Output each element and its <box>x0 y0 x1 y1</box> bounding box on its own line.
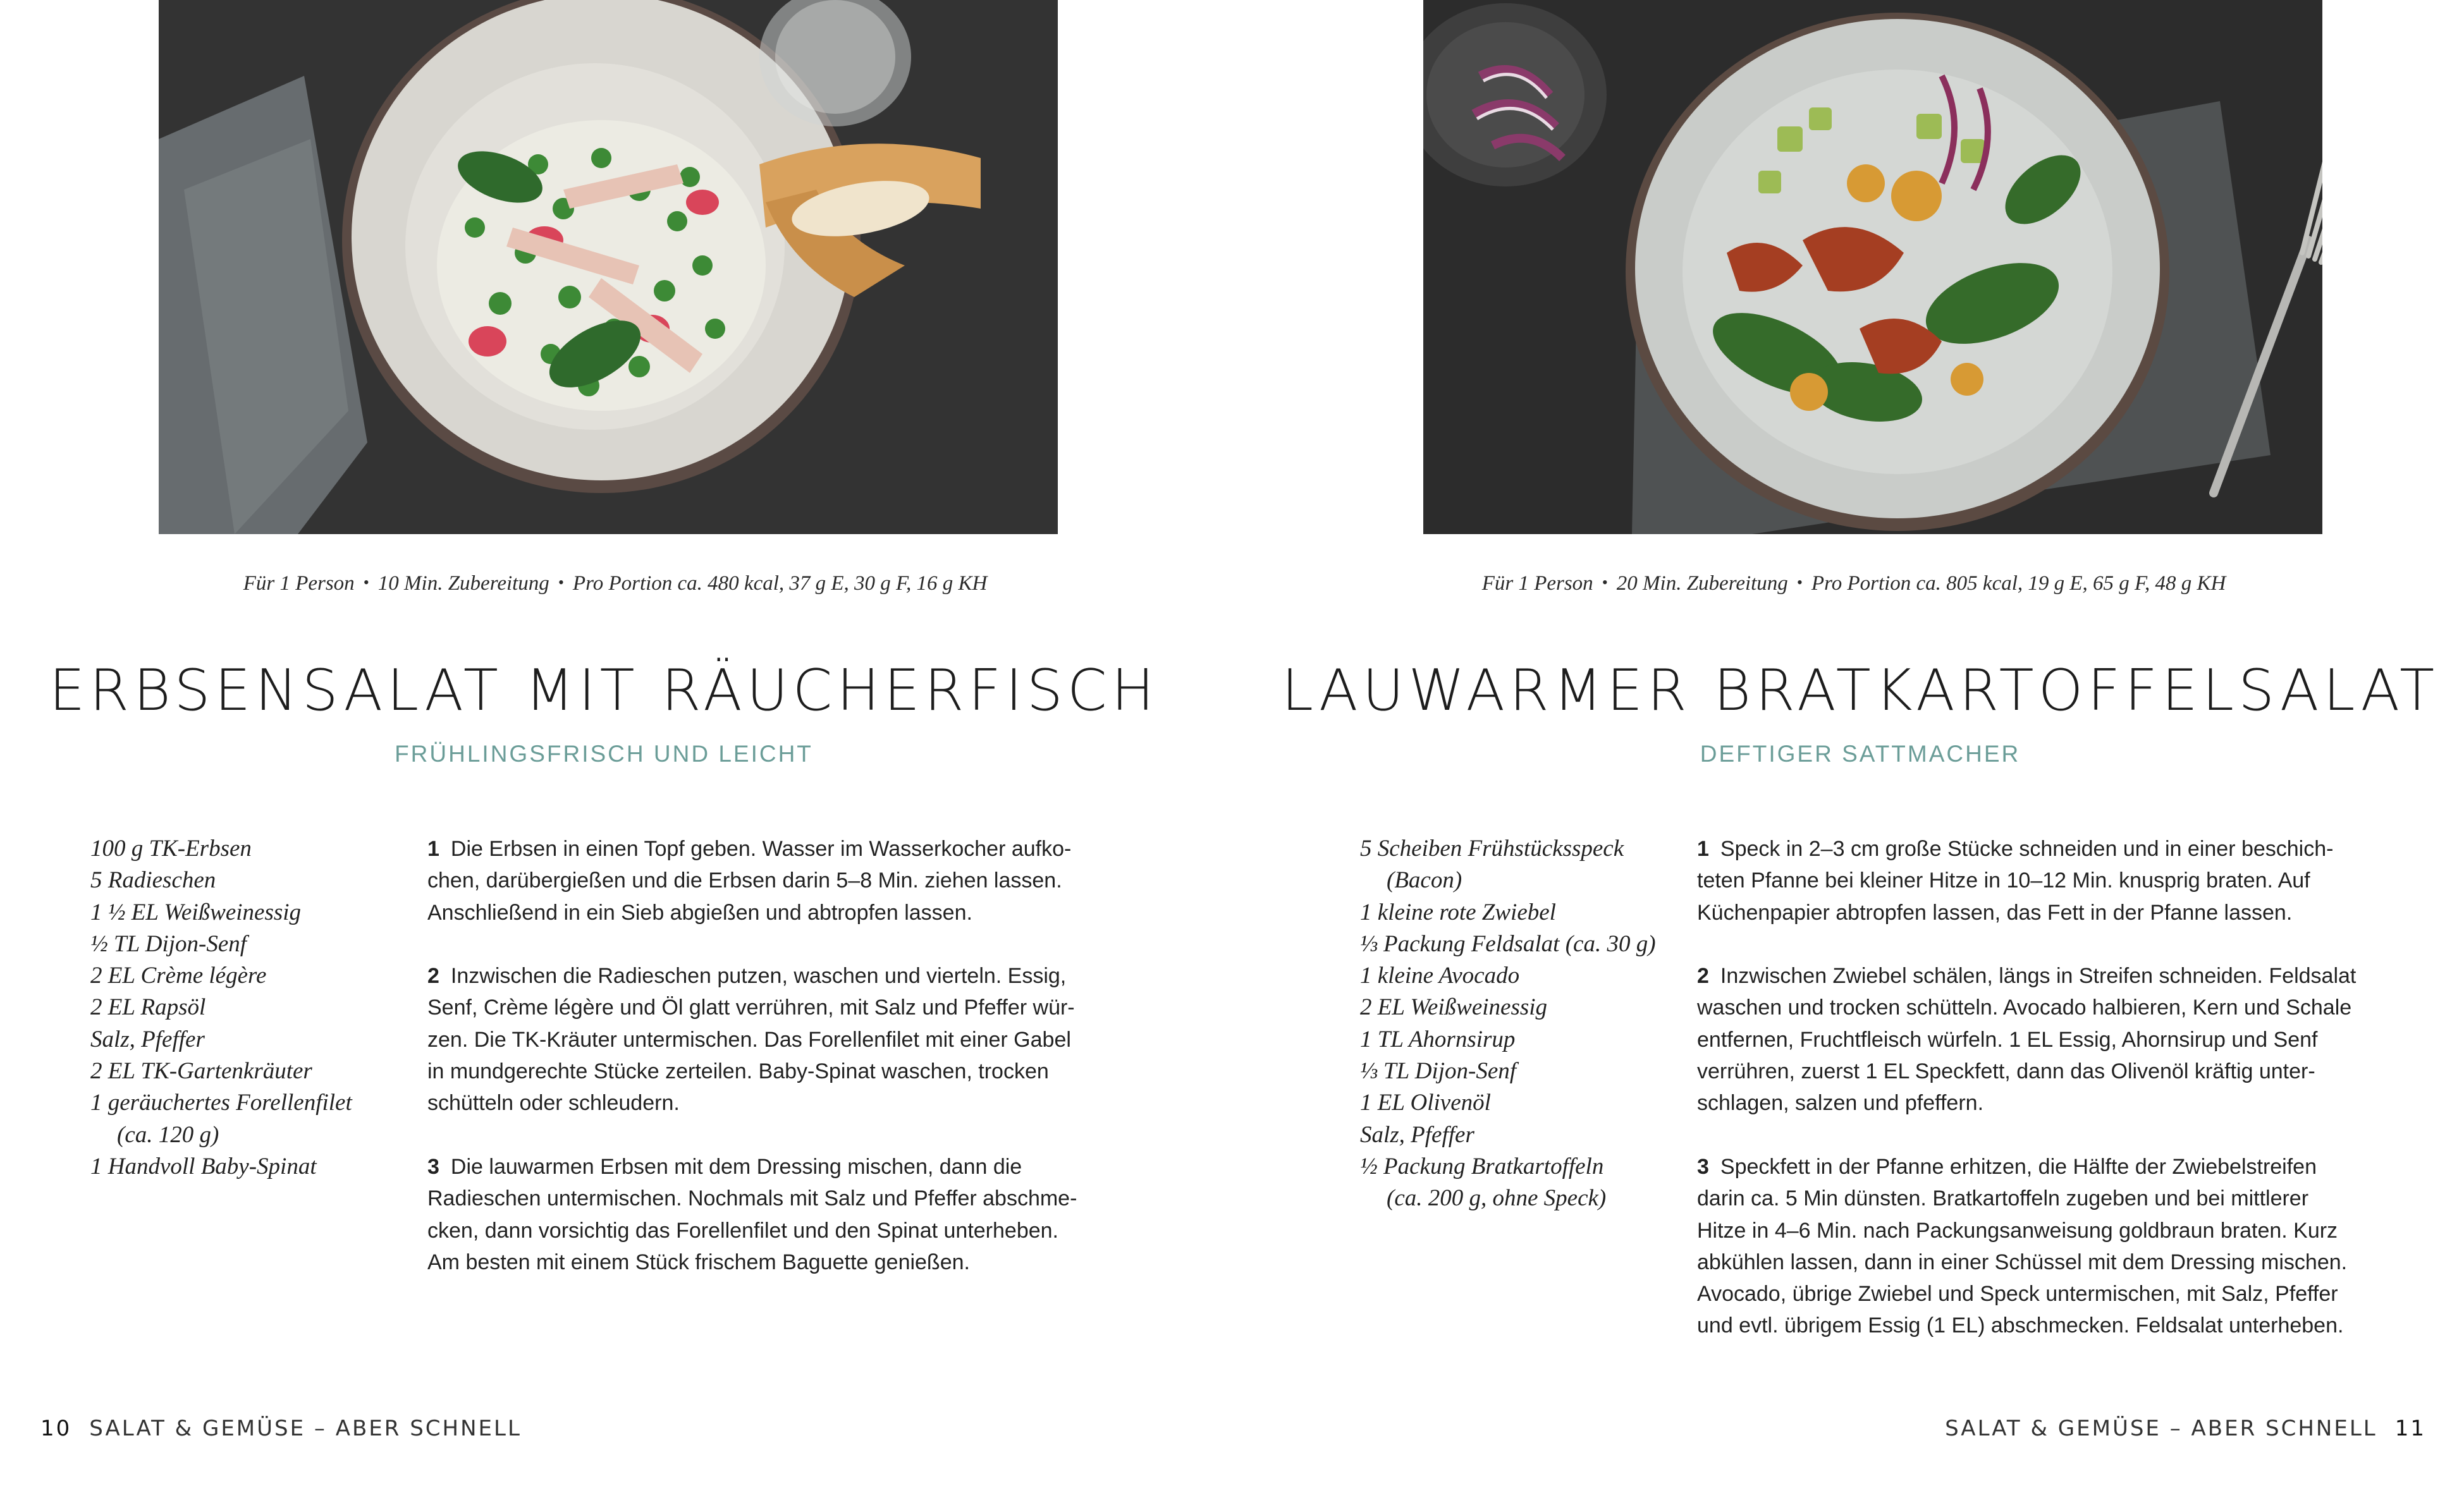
ingredient: 2 EL Rapsöl <box>90 994 206 1021</box>
step-line: teten Pfanne bei kleiner Hitze in 10–12 Min. knusprig braten. Auf <box>1697 868 2310 893</box>
ingredient: ⅓ Packung Feldsalat (ca. 30 g) <box>1360 930 1656 957</box>
ingredient: 1 TL Ahornsirup <box>1360 1026 1516 1052</box>
prep-time: 10 Min. Zubereitung <box>377 572 549 595</box>
recipe-subtitle: FRÜHLINGSFRISCH UND LEICHT <box>395 741 813 767</box>
recipe-subtitle: DEFTIGER SATTMACHER <box>1700 741 2021 767</box>
prep-time: 20 Min. Zubereitung <box>1616 572 1788 595</box>
ingredient: 5 Radieschen <box>90 867 216 894</box>
ingredient: 1 kleine rote Zwiebel <box>1360 899 1556 925</box>
step-line: schütteln oder schleudern. <box>427 1091 680 1116</box>
step <box>1697 960 2393 1119</box>
preparation-steps <box>1697 833 2393 1374</box>
ingredient: 1 Handvoll Baby-Spinat <box>90 1153 317 1179</box>
step-number: 3 <box>427 1154 439 1179</box>
recipe-meta <box>1232 572 2464 595</box>
step <box>1697 833 2393 929</box>
ingredient: ½ Packung Bratkartoffeln <box>1360 1153 1604 1179</box>
step-line: 2 Inzwischen Zwiebel schälen, längs in Streifen schneiden. Feldsalat <box>1697 964 2357 989</box>
step-number: 1 <box>427 837 439 861</box>
ingredient-list <box>90 833 381 1183</box>
step-number: 2 <box>1697 964 1709 989</box>
step-line: Anschließend in ein Sieb abgießen und abtropfen lassen. <box>427 900 972 925</box>
potato-salad-photo <box>1423 0 2322 534</box>
step-line: darin ca. 5 Min dünsten. Bratkartoffeln zugeben und bei mittlerer <box>1697 1186 2309 1211</box>
step-line: abkühlen lassen, dann in einer Schüssel mit dem Dressing mischen. <box>1697 1250 2348 1274</box>
pea-salad-photo <box>159 0 1058 534</box>
ingredient: 100 g TK-Erbsen <box>90 836 252 862</box>
ingredient: 2 EL TK-Gartenkräuter <box>90 1058 312 1085</box>
right-page <box>1232 0 2464 1493</box>
step-line: 3 Die lauwarmen Erbsen mit dem Dressing mischen, dann die <box>427 1154 1022 1179</box>
servings: Für 1 Person <box>1481 572 1593 595</box>
step-line: chen, darübergießen und die Erbsen darin 5–8 Min. ziehen lassen. <box>427 868 1062 893</box>
nutrition: Pro Portion ca. 805 kcal, 19 g E, 65 g F, 48 g KH <box>1811 572 2226 595</box>
step-line: 2 Inzwischen die Radieschen putzen, waschen und vierteln. Essig, <box>427 964 1067 989</box>
recipe-title: ERBSENSALAT MIT RÄUCHERFISCH <box>49 657 1159 724</box>
step-line: Küchenpapier abtropfen lassen, das Fett in der Pfanne lassen. <box>1697 900 2293 925</box>
step-line: Avocado, übrige Zwiebel und Speck untermischen, mit Salz, Pfeffer <box>1697 1282 2338 1307</box>
ingredient-continued: (ca. 200 g, ohne Speck) <box>1387 1185 1607 1212</box>
ingredient: 1 ½ EL Weißweinessig <box>90 899 302 925</box>
separator-dot: • <box>363 573 369 592</box>
servings: Für 1 Person <box>243 572 355 595</box>
ingredient-continued: (ca. 120 g) <box>117 1121 219 1148</box>
recipe-meta <box>0 572 1230 595</box>
ingredient: ½ TL Dijon-Senf <box>90 930 247 957</box>
step-line: 1 Speck in 2–3 cm große Stücke schneiden und in einer beschich- <box>1697 837 2334 861</box>
ingredient: 5 Scheiben Frühstücksspeck <box>1360 836 1624 862</box>
step <box>427 833 1123 929</box>
step-line: Am besten mit einem Stück frischem Baguette genießen. <box>427 1250 970 1274</box>
step-number: 2 <box>427 964 439 989</box>
separator-dot: • <box>1796 573 1803 592</box>
step-line: Hitze in 4–6 Min. nach Packungsanweisung goldbraun braten. Kurz <box>1697 1218 2338 1243</box>
separator-dot: • <box>1602 573 1608 592</box>
step-line: entfernen, Fruchtfleisch würfeln. 1 EL Essig, Ahornsirup und Senf <box>1697 1027 2318 1052</box>
ingredient-continued: (Bacon) <box>1387 867 1462 894</box>
step <box>1697 1151 2393 1342</box>
ingredient: Salz, Pfeffer <box>90 1026 205 1052</box>
ingredient: 1 kleine Avocado <box>1360 963 1520 989</box>
preparation-steps <box>427 833 1123 1310</box>
step-line: 1 Die Erbsen in einen Topf geben. Wasser im Wasserkocher aufko- <box>427 837 1072 861</box>
nutrition: Pro Portion ca. 480 kcal, 37 g E, 30 g F, 16 g KH <box>572 572 988 595</box>
step-line: verrühren, zuerst 1 EL Speckfett, dann das Olivenöl kräftig unter- <box>1697 1059 2315 1084</box>
page-footer <box>40 1416 522 1441</box>
ingredient: ⅓ TL Dijon-Senf <box>1360 1058 1517 1085</box>
step-line: schlagen, salzen und pfeffern. <box>1697 1091 1984 1116</box>
step-line: 3 Speckfett in der Pfanne erhitzen, die Hälfte der Zwiebelstreifen <box>1697 1154 2317 1179</box>
step-line: zen. Die TK-Kräuter untermischen. Das Forellenfilet mit einer Gabel <box>427 1027 1071 1052</box>
ingredient: 1 EL Olivenöl <box>1360 1090 1491 1116</box>
step-number: 1 <box>1697 837 1709 861</box>
ingredient: 2 EL Crème légère <box>90 963 267 989</box>
step-line: in mundgerechte Stücke zerteilen. Baby-Spinat waschen, trocken <box>427 1059 1049 1084</box>
separator-dot: • <box>558 573 564 592</box>
page-number: 11 <box>2394 1416 2426 1441</box>
ingredient: 2 EL Weißweinessig <box>1360 994 1548 1021</box>
step <box>427 1151 1123 1278</box>
step-number: 3 <box>1697 1154 1709 1179</box>
ingredient-list <box>1360 833 1676 1215</box>
step-line: waschen und trocken schütteln. Avocado halbieren, Kern und Schale <box>1697 996 2352 1020</box>
step-line: cken, dann vorsichtig das Forellenfilet und den Spinat unterheben. <box>427 1218 1058 1243</box>
page-footer <box>1945 1416 2426 1441</box>
step-line: Radieschen untermischen. Nochmals mit Salz und Pfeffer abschme- <box>427 1186 1077 1211</box>
ingredient: Salz, Pfeffer <box>1360 1121 1474 1148</box>
step <box>427 960 1123 1119</box>
running-head: SALAT & GEMÜSE – ABER SCHNELL <box>1945 1416 2377 1441</box>
recipe-title: LAUWARMER BRATKARTOFFELSALAT <box>1281 657 2439 724</box>
ingredient: 1 geräuchertes Forellenfilet <box>90 1090 352 1116</box>
step-line: Senf, Crème légère und Öl glatt verrühren, mit Salz und Pfeffer wür- <box>427 996 1075 1020</box>
page-number: 10 <box>40 1416 72 1441</box>
step-line: und evtl. übrigem Essig (1 EL) abschmecken. Feldsalat unterheben. <box>1697 1313 2344 1338</box>
running-head: SALAT & GEMÜSE – ABER SCHNELL <box>89 1416 522 1441</box>
